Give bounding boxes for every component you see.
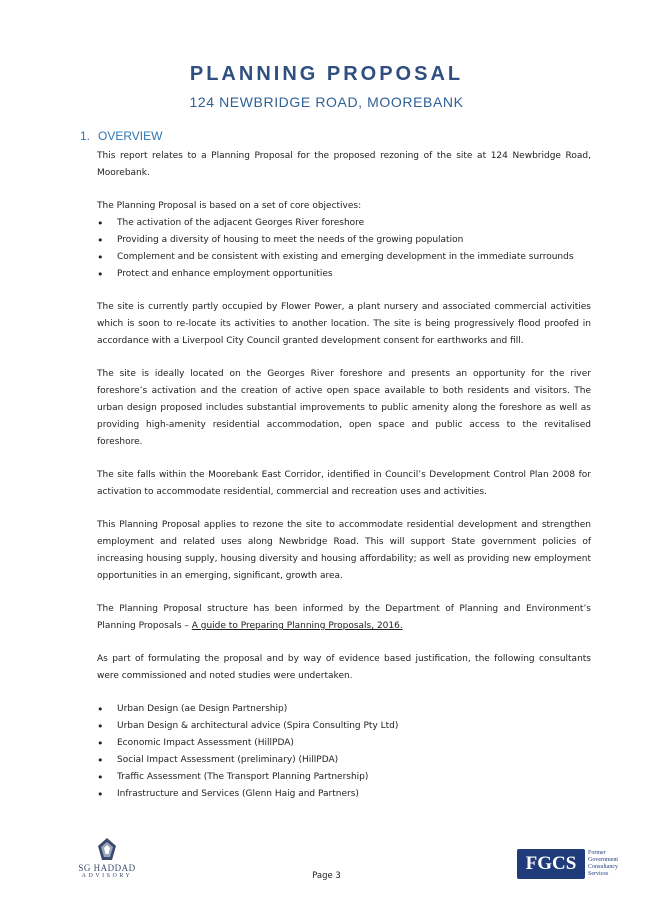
list-item: • Traffic Assessment (The Transport Planning Partnership): [97, 769, 591, 786]
paragraph: The site falls within the Moorebank East Corridor, identified in Council’s Development Control Plan 2008 for activation to accommodate residential, commercial and recreation uses and activities.: [97, 470, 591, 497]
section-number: 1.: [80, 129, 91, 143]
list-item: • Social Impact Assessment (preliminary) (HillPDA): [97, 752, 591, 769]
paragraph: The site is ideally located on the Georges River foreshore and presents an opportunity for the river foreshore’s activation and the creation of active open space available to both residents and visitors. The urban design proposed includes substantial improvements to public amenity along the foreshore as well as providing high-amenity residential accommodation, open space and public access to the revitalised foreshore.: [97, 369, 591, 447]
consultants-list: [97, 701, 591, 803]
paragraph: As part of formulating the proposal and by way of evidence based justification, the following consultants were commissioned and noted studies were undertaken.: [97, 654, 591, 681]
objectives-list: [97, 215, 591, 283]
paragraph: This report relates to a Planning Proposal for the proposed rezoning of the site at 124 Newbridge Road, Moorebank.: [97, 151, 591, 178]
sg-haddad-emblem-icon: [94, 836, 120, 862]
list-item: • The activation of the adjacent Georges River foreshore: [97, 215, 591, 232]
fgcs-logo-word: Consultancy: [588, 864, 618, 870]
body-content: [97, 148, 591, 819]
list-item: • Urban Design & architectural advice (Spira Consulting Pty Ltd): [97, 718, 591, 735]
fgcs-logo-words: [588, 850, 618, 878]
fgcs-logo: [517, 849, 627, 881]
list-item: • Economic Impact Assessment (HillPDA): [97, 735, 591, 752]
guide-reference-link[interactable]: A guide to Preparing Planning Proposals, 2016.: [191, 621, 403, 631]
section-title: OVERVIEW: [98, 129, 163, 143]
paragraph: The site is currently partly occupied by Flower Power, a plant nursery and associated commercial activities which is soon to re-locate its activities to another location. The site is being progressively flood proofed in accordance with a Liverpool City Council granted development consent for earthworks and fill.: [97, 302, 591, 346]
paragraph-text: The Planning Proposal structure has been informed by the Department of Planning and Environment’s Planning Proposals –: [97, 604, 591, 631]
paragraph: This Planning Proposal applies to rezone the site to accommodate residential development and strengthen employment and related uses along Newbridge Road. This will support State government policies of increasing housing supply, housing diversity and housing affordability; as well as providing new employment opportunities in an emerging, significant, growth area.: [97, 520, 591, 581]
list-item: • Protect and enhance employment opportunities: [97, 266, 591, 283]
list-item: • Providing a diversity of housing to meet the needs of the growing population: [97, 232, 591, 249]
list-item: • Complement and be consistent with existing and emerging development in the immediate surrounds: [97, 249, 591, 266]
list-item: • Infrastructure and Services (Glenn Haig and Partners): [97, 786, 591, 803]
logo-name: SG HADDAD: [78, 863, 136, 873]
section-heading: [80, 129, 162, 143]
fgcs-logo-word: Former: [588, 850, 606, 856]
document-subtitle: 124 NEWBRIDGE ROAD, MOOREBANK: [189, 94, 464, 110]
list-item: • Urban Design (ae Design Partnership): [97, 701, 591, 718]
fgcs-logo-word: Services: [588, 871, 609, 877]
document-title: PLANNING PROPOSAL: [189, 63, 464, 85]
fgcs-logo-abbr: FGCS: [517, 849, 585, 879]
paragraph: The Planning Proposal is based on a set of core objectives:: [97, 201, 362, 211]
page-number: Page 3: [312, 871, 341, 881]
paragraph: [97, 601, 591, 635]
fgcs-logo-word: Government: [588, 857, 618, 863]
logo-subtitle: ADVISORY: [81, 873, 133, 879]
